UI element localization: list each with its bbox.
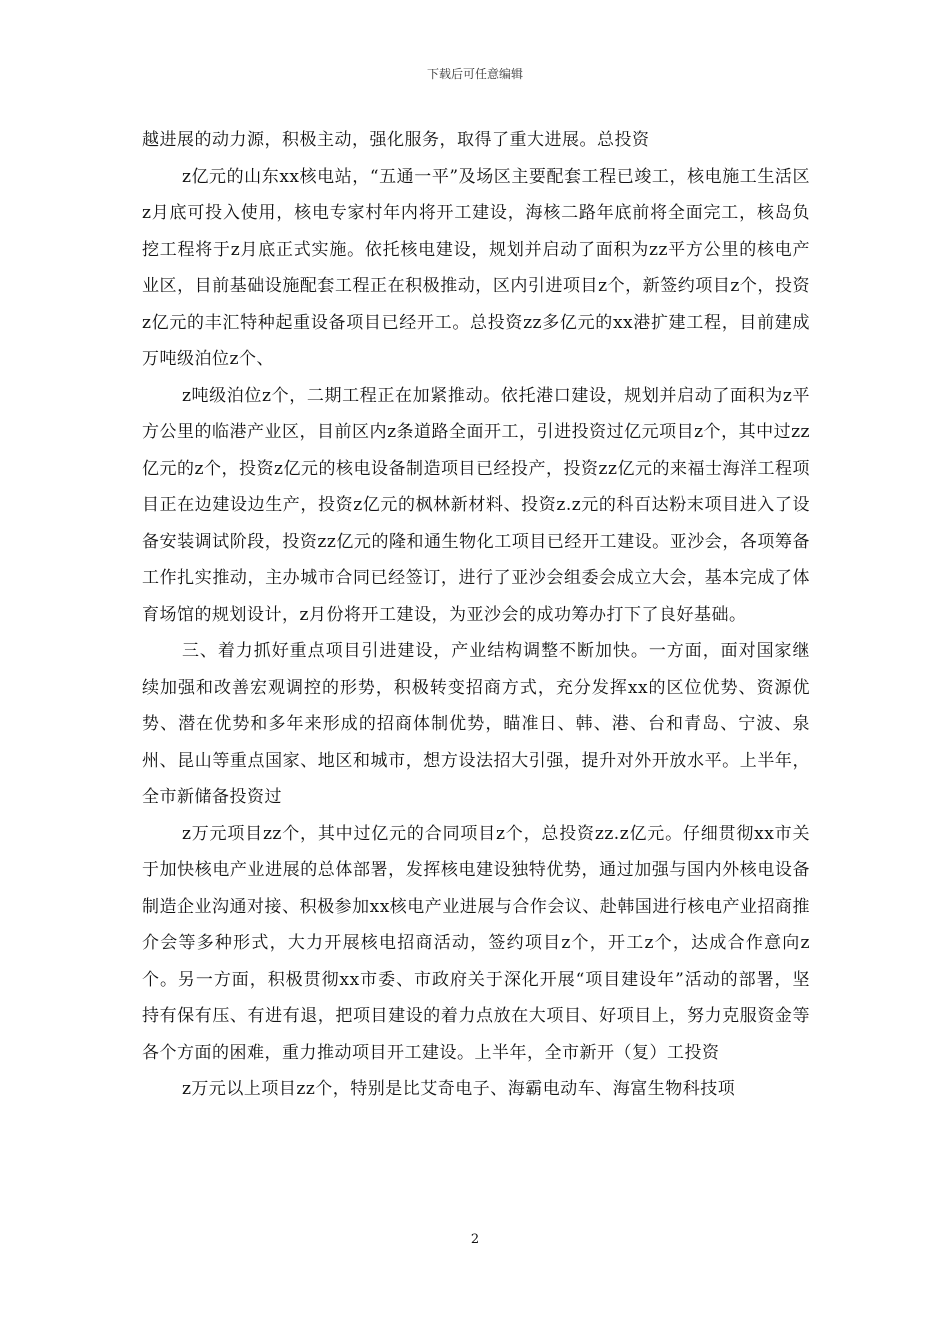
paragraph-1: 越进展的动力源，积极主动，强化服务，取得了重大进展。总投资 (142, 130, 650, 150)
paragraph-5: z万元项目zz个，其中过亿元的合同项目z个，总投资zz.z亿元。仔细贯彻xx市关于加快核电产业进展的总体部署，发挥核电建设独特优势，通过加强与国内外核电设备制造企业沟通对接、积极参加xx核电产业进展与合作会议、赴韩国进行核电产业招商推介会等多种形式，大力开展核电招商活动，签约项目z个，开工z个，达成合作意向z个。另一方面，积极贯彻xx市委、市政府关于深化开展“项目建设年”活动的部署，坚持有保有压、有进有退，把项目建设的着力点放在大项目、好项目上，努力克服资金等各个方面的困难，重力推动项目开工建设。上半年，全市新开（复）工投资 (142, 823, 810, 1063)
paragraph-4: 三、着力抓好重点项目引进建设，产业结构调整不断加快。一方面，面对国家继续加强和改善宏观调控的形势，积极转变招商方式，充分发挥xx的区位优势、资源优势、潜在优势和多年来形成的招商体制优势，瞄准日、韩、港、台和青岛、宁波、泉州、昆山等重点国家、地区和城市，想方设法招大引强，提升对外开放水平。上半年，全市新储备投资过 (142, 641, 810, 807)
paragraph-3: z吨级泊位z个，二期工程正在加紧推动。依托港口建设，规划并启动了面积为z平方公里的临港产业区，目前区内z条道路全面开工，引进投资过亿元项目z个，其中过zz亿元的z个，投资z亿元的核电设备制造项目已经投产，投资zz亿元的来福士海洋工程项目正在边建设边生产，投资z亿元的枫林新材料、投资z.z元的科百达粉末项目进入了设备安装调试阶段，投资zz亿元的隆和通生物化工项目已经开工建设。亚沙会，各项筹备工作扎实推动，主办城市合同已经签订，进行了亚沙会组委会成立大会，基本完成了体育场馆的规划设计，z月份将开工建设，为亚沙会的成功筹办打下了良好基础。 (142, 385, 810, 625)
paragraph-6: z万元以上项目zz个，特别是比艾奇电子、海霸电动车、海富生物科技项 (181, 1079, 736, 1099)
page-number: 2 (470, 1232, 480, 1247)
document-body (142, 122, 810, 1108)
paragraph-2: z亿元的山东xx核电站，“五通一平”及场区主要配套工程已竣工，核电施工生活区z月底可投入使用，核电专家村年内将开工建设，海核二路年底前将全面完工，核岛负挖工程将于z月底正式实施。依托核电建设，规划并启动了面积为zz平方公里的核电产业区，目前基础设施配套工程正在积极推动，区内引进项目z个，新签约项目z个，投资z亿元的丰汇特种起重设备项目已经开工。总投资zz多亿元的xx港扩建工程，目前建成万吨级泊位z个、 (142, 166, 810, 369)
page-header: 下载后可任意编辑 (426, 67, 523, 81)
